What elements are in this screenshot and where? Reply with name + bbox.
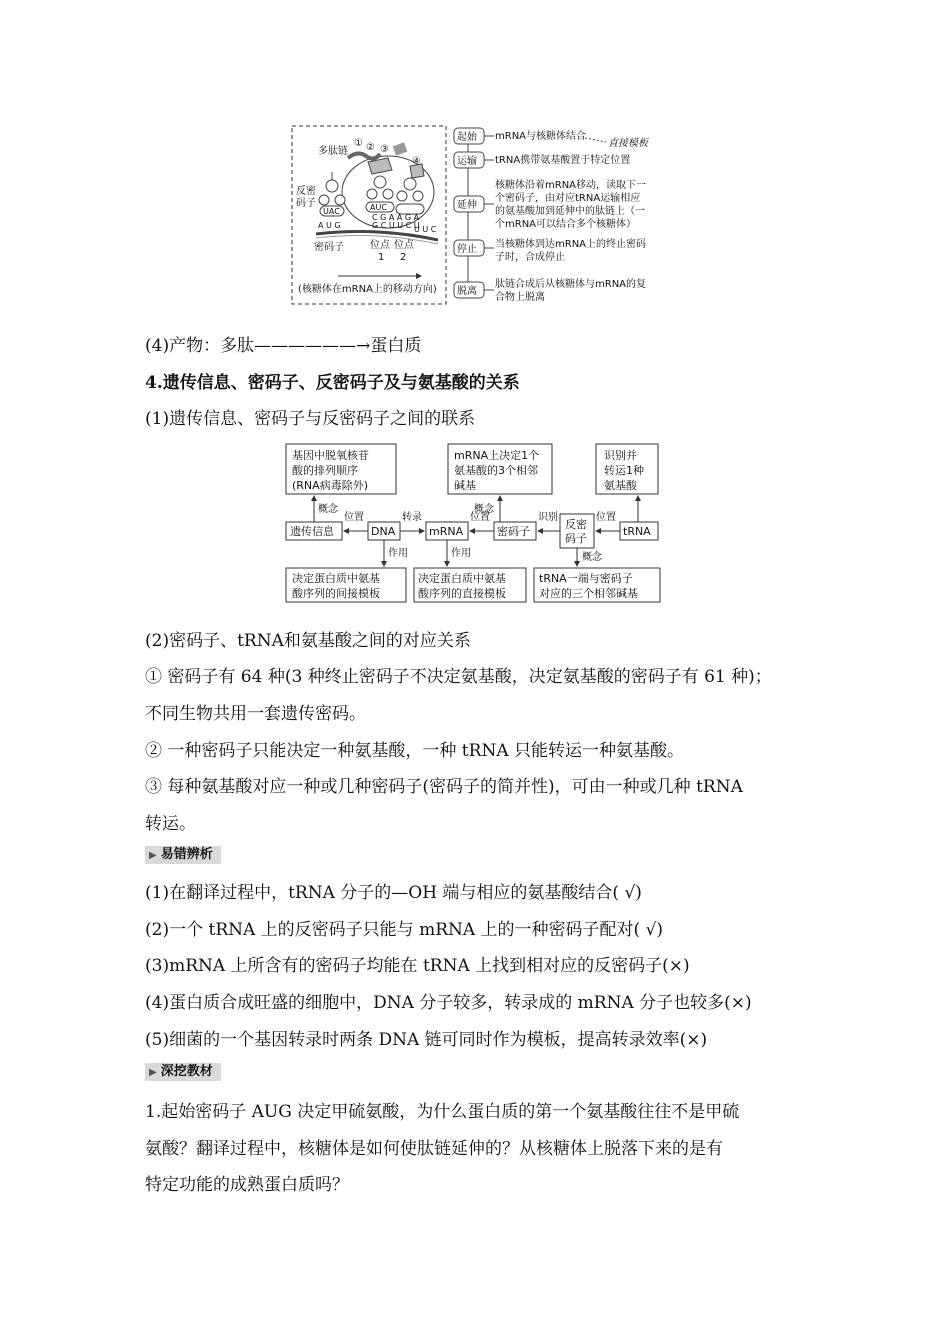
tag-textbook-dig: ▶ 深挖教材	[145, 1063, 221, 1081]
svg-text:个mRNA可以结合多个核糖体）: 个mRNA可以结合多个核糖体）	[495, 219, 637, 230]
svg-text:tRNA一端与密码子: tRNA一端与密码子	[539, 572, 633, 585]
label-circ4: ④	[412, 156, 421, 167]
flow-step-release	[454, 277, 646, 303]
translation-figure	[288, 122, 673, 310]
point-1: ① 密码子有 64 种(3 种终止密码子不决定氨基酸，决定氨基酸的密码子有 61 种)；	[145, 667, 772, 687]
direct-template-note: 直接模板	[608, 138, 648, 149]
svg-text:位置: 位置	[470, 512, 490, 523]
point-3-cont: 转运。	[145, 814, 196, 834]
svg-text:概念: 概念	[474, 504, 494, 515]
label-codon: 密码子	[314, 242, 344, 253]
svg-text:决定蛋白质中氨基: 决定蛋白质中氨基	[418, 572, 506, 585]
svg-text:运输: 运输	[457, 156, 477, 167]
judgement-1: (1)在翻译过程中，tRNA 分子的—OH 端与相应的氨基酸结合( √)	[145, 883, 642, 903]
label-auc: AUC	[370, 203, 387, 212]
polypeptide-chain	[348, 153, 380, 158]
svg-text:作用: 作用	[388, 548, 408, 559]
flow-step-elongate	[454, 178, 646, 230]
box-codon-def	[448, 444, 552, 494]
label-uac: UAC	[323, 207, 340, 216]
label-circ2: ②	[366, 142, 375, 153]
svg-text:的氨基酸加到延伸中的肽链上（一: 的氨基酸加到延伸中的肽链上（一	[495, 206, 645, 217]
svg-text:合物上脱离: 合物上脱离	[495, 292, 545, 303]
svg-text:转运1种: 转运1种	[604, 464, 644, 477]
label-circ3: ③	[380, 144, 389, 155]
judgement-3: (3)mRNA 上所含有的密码子均能在 tRNA 上找到相对应的反密码子(×)	[145, 956, 690, 976]
label-circ1: ①	[354, 138, 363, 149]
box-indirect-template	[286, 568, 406, 602]
point-2: ② 一种密码子只能决定一种氨基酸，一种 tRNA 只能转运一种氨基酸。	[145, 741, 684, 761]
svg-text:碱基: 碱基	[454, 479, 476, 492]
svg-text:mRNA与核糖体结合: mRNA与核糖体结合	[495, 131, 587, 142]
trna-right	[396, 164, 424, 214]
svg-text:起始: 起始	[457, 132, 477, 143]
relationship-figure	[284, 440, 679, 606]
question-line-3: 特定功能的成熟蛋白质吗？	[145, 1175, 349, 1195]
svg-text:延伸: 延伸	[457, 200, 477, 211]
svg-text:作用: 作用	[451, 548, 471, 559]
svg-text:概念: 概念	[582, 552, 602, 563]
svg-text:子时，合成停止: 子时，合成停止	[495, 252, 565, 263]
svg-text:肽链合成后从核糖体与mRNA的复: 肽链合成后从核糖体与mRNA的复	[495, 279, 647, 290]
flow-step-transport	[454, 152, 630, 168]
section4-title: 4.遗传信息、密码子、反密码子及与氨基酸的关系	[145, 373, 520, 393]
sub2-title: (2)密码子、tRNA和氨基酸之间的对应关系	[145, 631, 471, 651]
svg-text:mRNA: mRNA	[429, 525, 464, 538]
flow-step-start	[454, 128, 650, 149]
label-anticodon-2: 码子	[296, 198, 316, 209]
svg-text:mRNA上决定1个: mRNA上决定1个	[454, 449, 540, 462]
svg-text:DNA: DNA	[371, 525, 396, 538]
svg-text:遗传信息: 遗传信息	[290, 525, 334, 538]
flow-step-stop	[454, 237, 646, 263]
svg-text:核糖体沿着mRNA移动，读取下一: 核糖体沿着mRNA移动，读取下一	[495, 180, 647, 191]
svg-text:脱离: 脱离	[457, 286, 477, 297]
label-site1: 位点	[370, 240, 390, 251]
label-polypeptide: 多肽链	[318, 146, 348, 157]
svg-text:(RNA病毒除外): (RNA病毒除外)	[292, 479, 368, 492]
product-line: (4)产物：多肽——————→蛋白质	[145, 336, 422, 356]
box-direct-template	[414, 568, 526, 602]
svg-text:停止: 停止	[457, 244, 477, 255]
svg-text:氨基酸的3个相邻: 氨基酸的3个相邻	[454, 464, 538, 477]
label-site2-num: 2	[400, 252, 407, 263]
svg-text:当核糖体到达mRNA上的终止密码: 当核糖体到达mRNA上的终止密码	[495, 239, 647, 250]
figure1-caption: (核糖体在mRNA上的移动方向)	[298, 284, 437, 295]
svg-text:识别: 识别	[538, 512, 558, 523]
label-anticodon-1: 反密	[296, 186, 316, 197]
label-bases-mid2: G C U U C U	[372, 221, 420, 230]
judgement-4: (4)蛋白质合成旺盛的细胞中，DNA 分子较多，转录成的 mRNA 分子也较多(×)	[145, 993, 752, 1013]
svg-text:个密码子，由对应tRNA运输相应: 个密码子，由对应tRNA运输相应	[495, 193, 641, 204]
svg-text:决定蛋白质中氨基: 决定蛋白质中氨基	[292, 572, 380, 585]
svg-text:酸序列的直接模板: 酸序列的直接模板	[418, 587, 506, 600]
svg-text:识别并: 识别并	[604, 449, 637, 462]
label-bases-right: U U C	[414, 225, 437, 234]
svg-text:tRNA: tRNA	[623, 525, 651, 538]
svg-text:酸的排列顺序: 酸的排列顺序	[292, 464, 358, 477]
box-trna-def	[596, 444, 658, 494]
svg-text:密码子: 密码子	[497, 525, 530, 538]
svg-text:酸序列的间接模板: 酸序列的间接模板	[292, 587, 380, 600]
point-3: ③ 每种氨基酸对应一种或几种密码子(密码子的简并性)，可由一种或几种 tRNA	[145, 777, 743, 797]
svg-text:概念: 概念	[318, 504, 338, 515]
box-anticodon-def	[534, 568, 660, 602]
label-site2: 位点	[394, 240, 414, 251]
svg-text:码子: 码子	[565, 532, 587, 545]
judgement-2: (2)一个 tRNA 上的反密码子只能与 mRNA 上的一种密码子配对( √)	[145, 920, 664, 940]
svg-text:基因中脱氧核苷: 基因中脱氧核苷	[292, 449, 369, 462]
svg-text:转录: 转录	[402, 512, 422, 523]
tag-common-errors: ▶ 易错辨析	[145, 846, 221, 864]
point-1-cont: 不同生物共用一套遗传密码。	[145, 704, 366, 724]
judgement-5: (5)细菌的一个基因转录时两条 DNA 链可同时作为模板，提高转录效率(×)	[145, 1030, 708, 1050]
svg-text:位置: 位置	[344, 512, 364, 523]
sub1-title: (1)遗传信息、密码子与反密码子之间的联系	[145, 409, 476, 429]
svg-text:反密: 反密	[565, 518, 587, 531]
svg-text:位置: 位置	[596, 512, 616, 523]
question-line-2: 氨酸？翻译过程中，核糖体是如何使肽链延伸的？从核糖体上脱落下来的是有	[145, 1139, 723, 1159]
svg-text:tRNA携带氨基酸置于特定位置: tRNA携带氨基酸置于特定位置	[495, 155, 631, 166]
question-line-1: 1.起始密码子 AUG 决定甲硫氨酸，为什么蛋白质的第一个氨基酸往往不是甲硫	[145, 1102, 740, 1122]
label-site1-num: 1	[378, 252, 385, 263]
svg-text:对应的三个相邻碱基: 对应的三个相邻碱基	[539, 587, 638, 600]
box-genetic-info-def	[286, 444, 396, 494]
label-bases-left: A U G	[318, 221, 341, 230]
svg-text:氨基酸: 氨基酸	[604, 479, 637, 492]
label-bases-mid: C G A A G A	[372, 213, 420, 222]
